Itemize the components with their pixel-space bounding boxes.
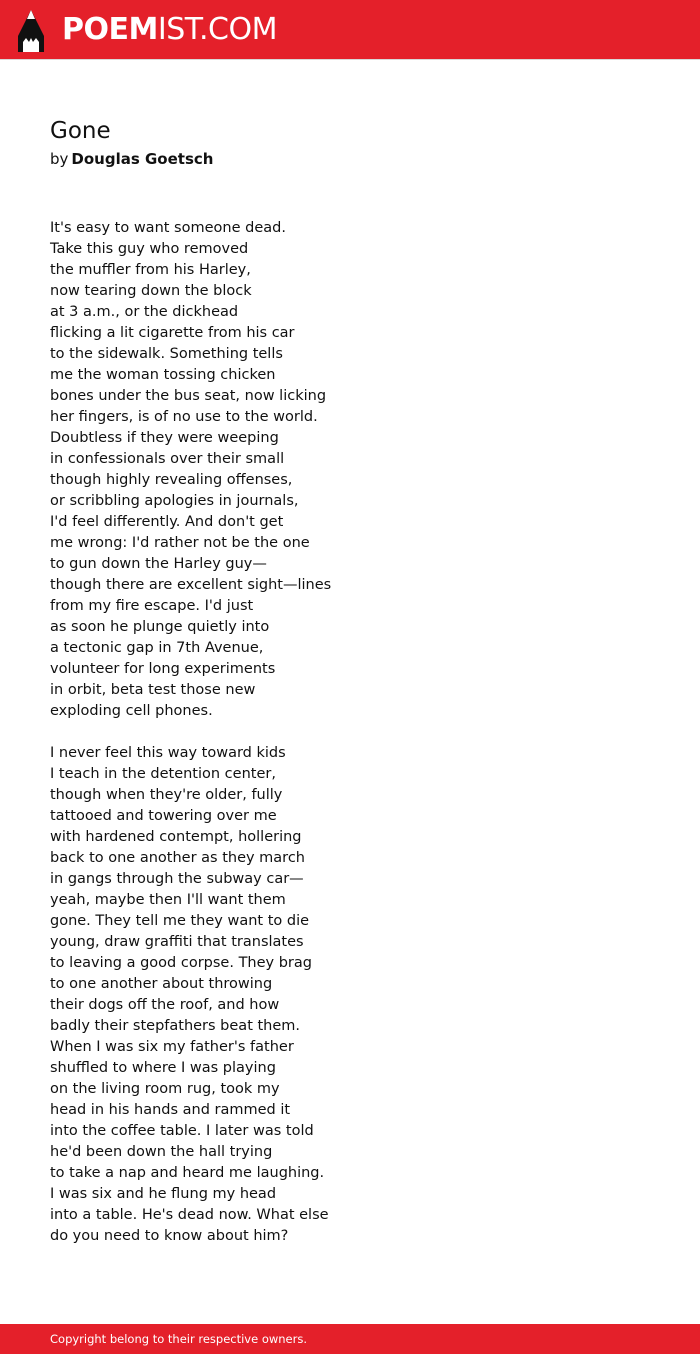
byline xyxy=(50,148,213,170)
poem-line: to the sidewalk. Something tells xyxy=(50,346,283,362)
poem-line: me wrong: I'd rather not be the one xyxy=(50,535,310,551)
copyright-notice: Copyright belong to their respective owners. xyxy=(50,1332,308,1346)
poem-line: the muffler from his Harley, xyxy=(50,262,251,278)
poem-line: me the woman tossing chicken xyxy=(50,367,276,383)
poem-line: in gangs through the subway car— xyxy=(50,871,304,887)
author-name: Douglas Goetsch xyxy=(71,150,214,168)
poem-line: volunteer for long experiments xyxy=(50,661,276,677)
poem-line: to gun down the Harley guy— xyxy=(50,556,267,572)
poem-line: I'd feel differently. And don't get xyxy=(50,514,284,530)
poem-line: bones under the bus seat, now licking xyxy=(50,388,327,404)
poem-line: though there are excellent sight—lines xyxy=(50,577,332,593)
poem-line: back to one another as they march xyxy=(50,850,305,866)
poem-line: in orbit, beta test those new xyxy=(50,682,256,698)
pencil-tip-icon[interactable] xyxy=(18,10,44,52)
poem-line: though when they're older, fully xyxy=(50,787,283,803)
poem-line: to take a nap and heard me laughing. xyxy=(50,1165,325,1181)
poem-line: into the coffee table. I later was told xyxy=(50,1123,314,1139)
poem-line: her fingers, is of no use to the world. xyxy=(50,409,318,425)
poem-line: I never feel this way toward kids xyxy=(50,745,286,761)
poem-line: do you need to know about him? xyxy=(50,1228,289,1244)
poem-line: at 3 a.m., or the dickhead xyxy=(50,304,239,320)
poem-line: into a table. He's dead now. What else xyxy=(50,1207,329,1223)
poem-line: as soon he plunge quietly into xyxy=(50,619,270,635)
poem-line: from my fire escape. I'd just xyxy=(50,598,254,614)
site-header xyxy=(0,0,700,60)
poem-line: Doubtless if they were weeping xyxy=(50,430,279,446)
poem-line: to one another about throwing xyxy=(50,976,273,992)
poem-line: shuffled to where I was playing xyxy=(50,1060,276,1076)
poem-line: or scribbling apologies in journals, xyxy=(50,493,299,509)
site-logo[interactable] xyxy=(62,12,277,48)
poem-line: It's easy to want someone dead. xyxy=(50,220,286,236)
site-footer xyxy=(0,1324,700,1354)
poem-title: Gone xyxy=(50,118,111,144)
poem-line: badly their stepfathers beat them. xyxy=(50,1018,301,1034)
poem-line: in confessionals over their small xyxy=(50,451,285,467)
stanza xyxy=(50,218,650,722)
poem-line: now tearing down the block xyxy=(50,283,252,299)
poem-line: I was six and he flung my head xyxy=(50,1186,277,1202)
poem-line: gone. They tell me they want to die xyxy=(50,913,310,929)
poem-line: flicking a lit cigarette from his car xyxy=(50,325,295,341)
poem-line: though highly revealing offenses, xyxy=(50,472,293,488)
poem-body xyxy=(50,218,650,1247)
poem-line: with hardened contempt, hollering xyxy=(50,829,302,845)
poem-line: he'd been down the hall trying xyxy=(50,1144,273,1160)
logo-text-bold: POEM xyxy=(62,12,158,47)
poem-line: I teach in the detention center, xyxy=(50,766,276,782)
poem-line: exploding cell phones. xyxy=(50,703,213,719)
poem-line: on the living room rug, took my xyxy=(50,1081,280,1097)
stanza xyxy=(50,743,650,1247)
poem-line: yeah, maybe then I'll want them xyxy=(50,892,286,908)
poem-line: young, draw graffiti that translates xyxy=(50,934,304,950)
poem-line: to leaving a good corpse. They brag xyxy=(50,955,312,971)
poem-line: a tectonic gap in 7th Avenue, xyxy=(50,640,264,656)
logo-text-light: IST.COM xyxy=(157,12,277,47)
poem-line: Take this guy who removed xyxy=(50,241,249,257)
poem-line: tattooed and towering over me xyxy=(50,808,277,824)
poem-line: When I was six my father's father xyxy=(50,1039,294,1055)
byline-prefix: by xyxy=(50,150,69,168)
poem-line: head in his hands and rammed it xyxy=(50,1102,291,1118)
poem-line: their dogs off the roof, and how xyxy=(50,997,280,1013)
stanza-break xyxy=(50,722,650,743)
